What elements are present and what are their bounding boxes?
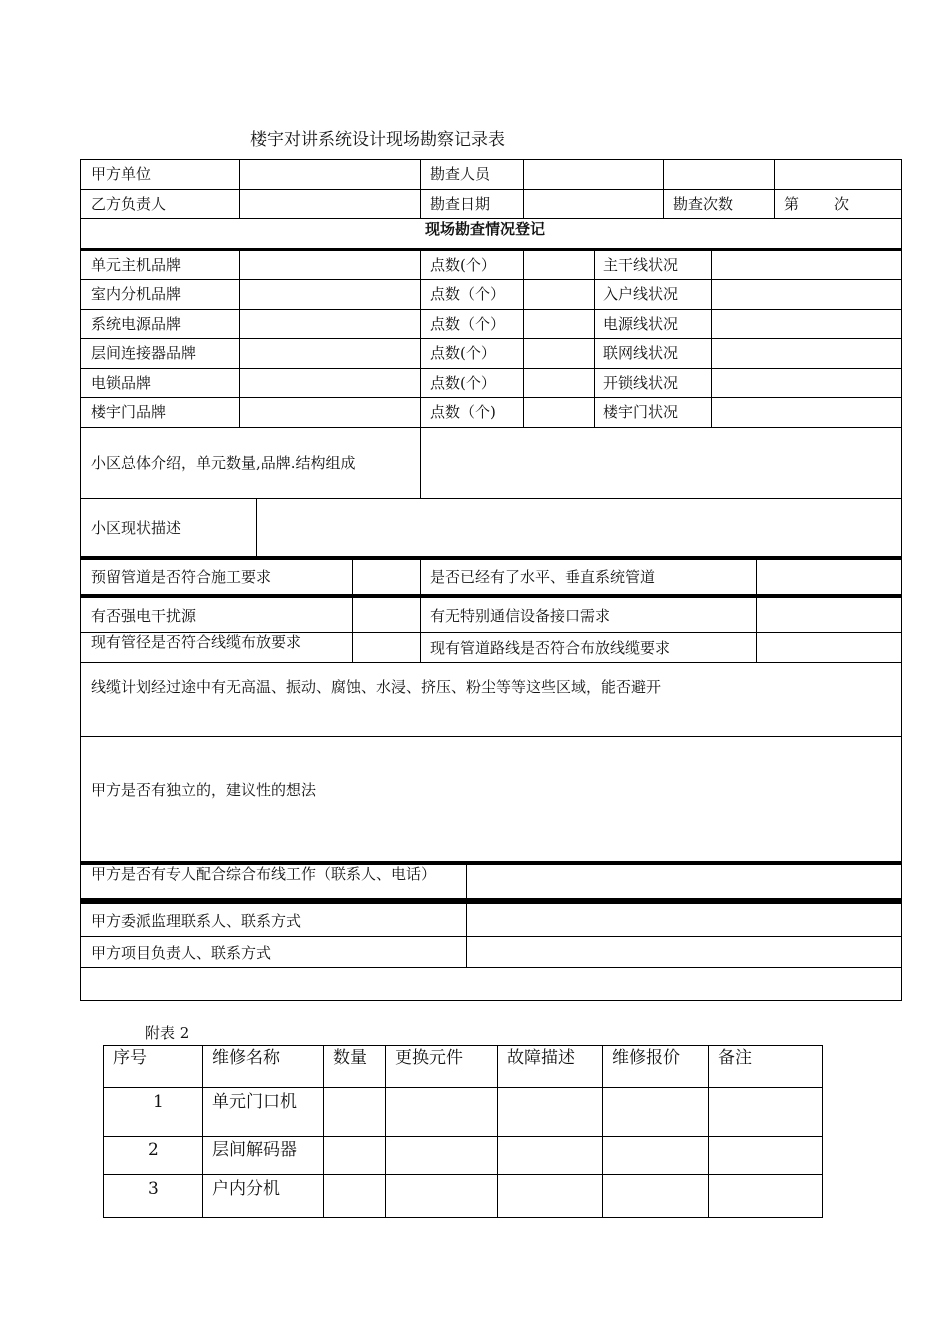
points-label: 点数(个） [430, 374, 496, 392]
page-title: 楼宇对讲系统设计现场勘察记录表 [250, 130, 505, 150]
survey-staff-label: 勘查人员 [430, 165, 491, 183]
party-a-unit-label: 甲方单位 [91, 165, 152, 183]
supervisor-field[interactable] [467, 905, 901, 936]
col-header: 序号 [113, 1048, 147, 1068]
survey-count-ci: 次 [834, 195, 850, 213]
survey-date-field[interactable] [524, 190, 663, 218]
brand-label: 层间连接器品牌 [91, 344, 197, 362]
community-status-field[interactable] [257, 499, 901, 556]
repair-name: 层间解码器 [212, 1140, 297, 1160]
community-intro-label: 小区总体介绍，单元数量,品牌.结构组成 [91, 454, 356, 472]
col-header: 数量 [333, 1048, 367, 1068]
points-label: 点数(个） [430, 256, 496, 274]
status-label: 楼宇门状况 [603, 403, 679, 421]
special-interface-label: 有无特别通信设备接口需求 [430, 607, 611, 625]
row-number: 1 [153, 1092, 164, 1112]
project-lead-field[interactable] [467, 937, 901, 967]
brand-label: 电锁品牌 [91, 374, 152, 392]
points-label: 点数（个） [430, 285, 506, 303]
status-label: 入户线状况 [603, 285, 679, 303]
party-b-lead-label: 乙方负责人 [91, 195, 167, 213]
repair-name: 户内分机 [212, 1179, 280, 1199]
project-lead-label: 甲方项目负责人、联系方式 [91, 944, 272, 962]
section-title: 现场勘查情况登记 [425, 220, 546, 238]
row-number: 3 [148, 1179, 159, 1199]
supervisor-label: 甲方委派监理联系人、联系方式 [91, 912, 302, 930]
col-header: 故障描述 [507, 1048, 575, 1068]
points-label: 点数(个） [430, 344, 496, 362]
survey-count-di: 第 [784, 195, 800, 213]
row-number: 2 [148, 1140, 159, 1160]
col-header: 维修名称 [212, 1048, 280, 1068]
pipe-system-label: 是否已经有了水平、垂直系统管道 [430, 568, 656, 586]
party-a-staff-label: 甲方是否有专人配合综合布线工作（联系人、电话） [91, 865, 437, 883]
brand-label: 系统电源品牌 [91, 315, 182, 333]
brand-label: 楼宇门品牌 [91, 403, 167, 421]
col-header: 备注 [718, 1048, 752, 1068]
status-label: 电源线状况 [603, 315, 679, 333]
status-label: 主干线状况 [603, 256, 679, 274]
brand-label: 室内分机品牌 [91, 285, 182, 303]
col-header: 维修报价 [612, 1048, 680, 1068]
points-label: 点数（个) [430, 403, 496, 421]
survey-staff-field[interactable] [524, 160, 663, 189]
community-status-label: 小区现状描述 [91, 519, 182, 537]
repair-name: 单元门口机 [212, 1092, 297, 1112]
pipe-route-label: 现有管道路线是否符合布放线缆要求 [430, 639, 671, 657]
party-a-ideas-label: 甲方是否有独立的，建议性的想法 [91, 781, 317, 799]
status-label: 联网线状况 [603, 344, 679, 362]
appendix-label: 附表 2 [145, 1024, 190, 1042]
interference-label: 有否强电干扰源 [91, 607, 197, 625]
col-header: 更换元件 [395, 1048, 463, 1068]
community-intro-field[interactable] [421, 428, 901, 498]
party-b-lead-field[interactable] [240, 190, 420, 218]
brand-label: 单元主机品牌 [91, 256, 182, 274]
status-label: 开锁线状况 [603, 374, 679, 392]
pipe-diameter-label: 现有管径是否符合线缆布放要求 [91, 633, 302, 651]
party-a-staff-field[interactable] [467, 866, 901, 898]
points-label: 点数（个） [430, 315, 506, 333]
survey-date-label: 勘查日期 [430, 195, 491, 213]
party-a-unit-field[interactable] [240, 160, 420, 189]
cable-route-label: 线缆计划经过途中有无高温、振动、腐蚀、水浸、挤压、粉尘等等这些区域，能否避开 [91, 678, 662, 696]
survey-count-label: 勘查次数 [673, 195, 734, 213]
pipe-reserved-label: 预留管道是否符合施工要求 [91, 568, 272, 586]
